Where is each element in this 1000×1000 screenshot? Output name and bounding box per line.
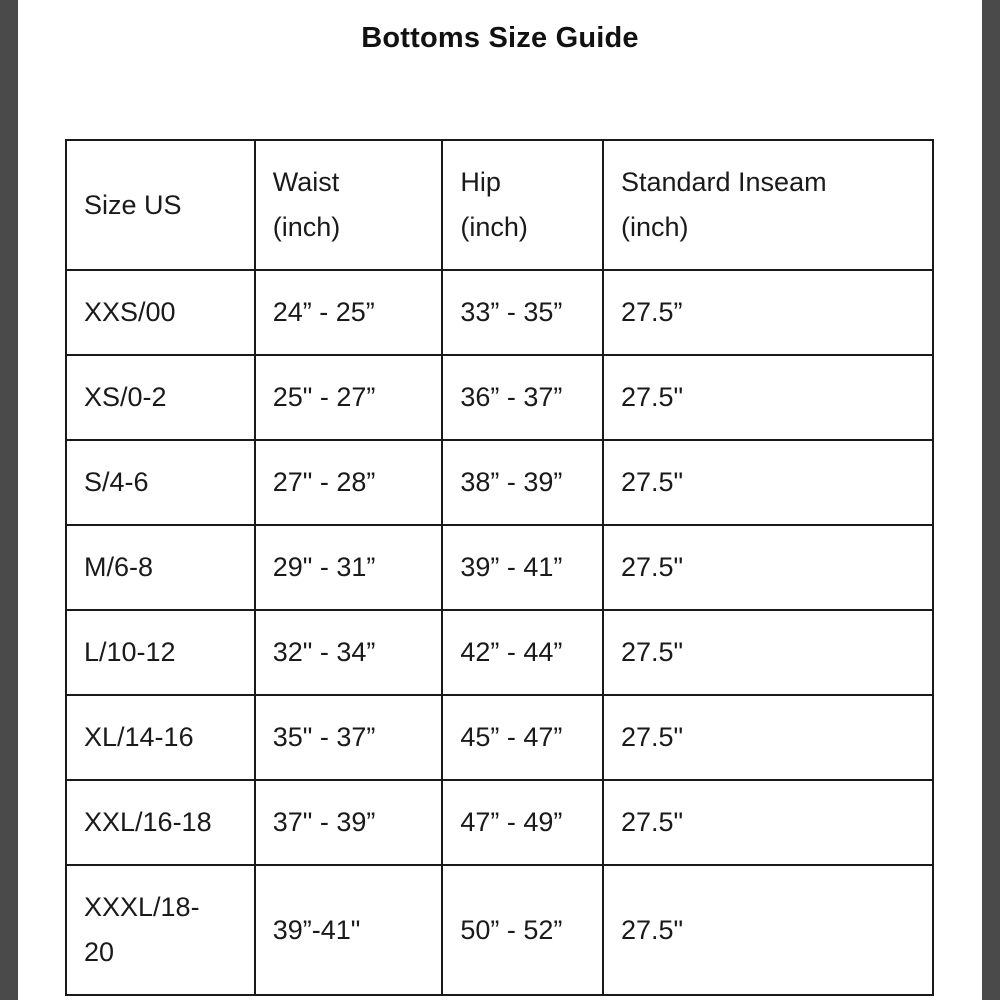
waist-cell: 39”-41" [255, 865, 443, 995]
inseam-cell: 27.5" [603, 780, 933, 865]
header-hip [442, 140, 603, 270]
header-size [66, 140, 255, 270]
size-line: XXXL/18- [84, 892, 200, 922]
waist-cell: 25" - 27” [255, 355, 443, 440]
header-waist-unit: (inch) [272, 212, 341, 242]
table-row [66, 270, 933, 355]
size-cell [66, 270, 255, 355]
waist-cell: 29" - 31” [255, 525, 443, 610]
page-title: Bottoms Size Guide [361, 22, 639, 54]
waist-cell: 24” - 25” [255, 270, 443, 355]
size-line: M/6-8 [84, 552, 154, 582]
hip-cell: 45” - 47” [442, 695, 603, 780]
size-cell [66, 695, 255, 780]
inseam-cell: 27.5" [603, 355, 933, 440]
size-line: S/4-6 [84, 467, 149, 497]
header-inseam-label: Standard Inseam [620, 167, 827, 197]
hip-cell: 39” - 41” [442, 525, 603, 610]
size-line: XS/0-2 [84, 382, 167, 412]
inseam-cell: 27.5" [603, 525, 933, 610]
size-guide-page [18, 0, 982, 1000]
size-line: XXS/00 [84, 297, 176, 327]
size-line: XL/14-16 [84, 722, 194, 752]
waist-cell: 27" - 28” [255, 440, 443, 525]
size-cell [66, 610, 255, 695]
inseam-cell: 27.5" [603, 610, 933, 695]
size-line: L/10-12 [84, 637, 176, 667]
header-waist-label: Waist [272, 167, 340, 197]
table-row [66, 440, 933, 525]
hip-cell: 50” - 52” [442, 865, 603, 995]
header-size-label: Size US [84, 189, 182, 220]
size-table [65, 139, 934, 996]
size-cell [66, 780, 255, 865]
table-row [66, 780, 933, 865]
size-cell [66, 865, 255, 995]
table-row [66, 610, 933, 695]
waist-cell: 37" - 39” [255, 780, 443, 865]
header-waist [255, 140, 443, 270]
hip-cell: 42” - 44” [442, 610, 603, 695]
header-hip-unit: (inch) [460, 212, 528, 242]
table-row [66, 355, 933, 440]
inseam-cell: 27.5” [603, 270, 933, 355]
waist-cell: 32" - 34” [255, 610, 443, 695]
hip-cell: 38” - 39” [442, 440, 603, 525]
size-line: XXL/16-18 [84, 807, 212, 837]
header-inseam [603, 140, 933, 270]
size-line: 20 [84, 937, 115, 967]
inseam-cell: 27.5" [603, 865, 933, 995]
table-row [66, 695, 933, 780]
inseam-cell: 27.5" [603, 695, 933, 780]
hip-cell: 47” - 49” [442, 780, 603, 865]
table-header-row [66, 140, 933, 270]
table-row [66, 865, 933, 995]
table-row [66, 525, 933, 610]
inseam-cell: 27.5" [603, 440, 933, 525]
size-cell [66, 525, 255, 610]
header-inseam-unit: (inch) [620, 212, 689, 242]
size-cell [66, 440, 255, 525]
hip-cell: 36” - 37” [442, 355, 603, 440]
header-hip-label: Hip [460, 167, 501, 197]
hip-cell: 33” - 35” [442, 270, 603, 355]
size-cell [66, 355, 255, 440]
waist-cell: 35" - 37” [255, 695, 443, 780]
